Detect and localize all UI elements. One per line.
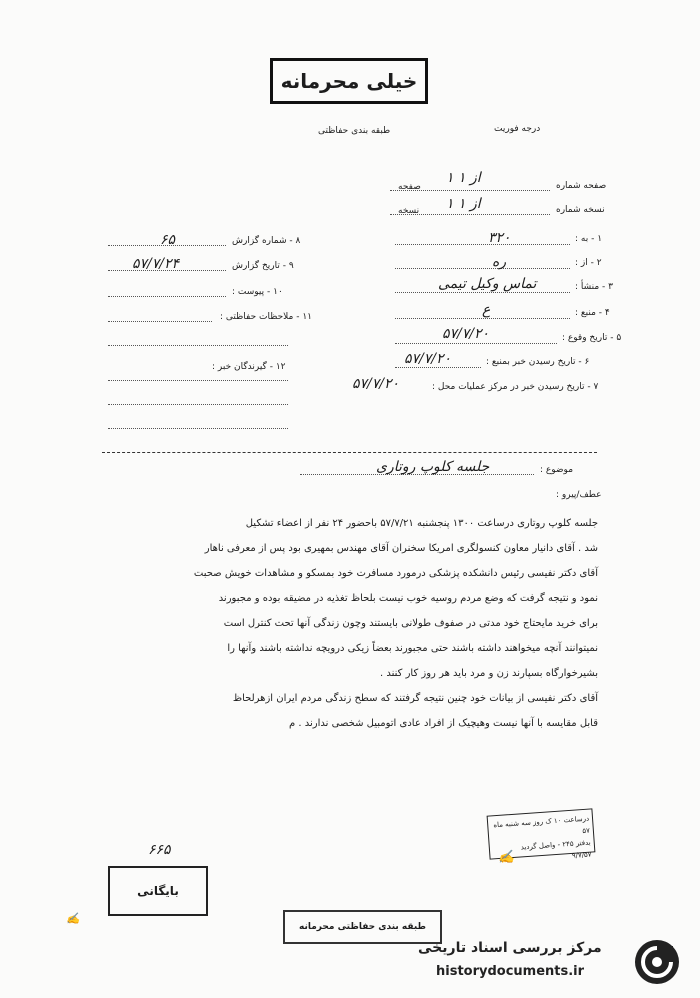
receipt-signature: ✍ bbox=[498, 850, 515, 865]
field-report-number-label: ۸ - شماره گزارش bbox=[232, 236, 301, 246]
subject-value: جلسه کلوپ روتاری bbox=[376, 459, 490, 475]
field-origin-label: ۳ - منشأ : bbox=[575, 282, 614, 292]
field-recipients-line-3 bbox=[108, 428, 288, 429]
header-divider bbox=[102, 452, 597, 453]
field-source-label: ۴ - منبع : bbox=[575, 308, 610, 318]
body-line-3: آقای دکتر نفیسی رئیس دانشکده پزشکی درمورد مسافرت خود بمسکو و مشاهدات خویش صحبت bbox=[193, 568, 598, 579]
field-from-value: ره bbox=[492, 254, 507, 270]
field-received-op-label: ۷ - تاریخ رسیدن خبر در مرکز عملیات محل : bbox=[432, 382, 599, 392]
receipt-stamp-line-3: ۹/۷/۵۷ bbox=[571, 850, 592, 860]
field-recipients-line-2 bbox=[108, 404, 288, 405]
field-received-source-value: ۵۷/۷/۲۰ bbox=[404, 351, 452, 367]
body-line-5: برای خرید مایحتاج خود مدتی در صفوف طولانی بایستند وچون زندگی آنها تحت کنترل است bbox=[223, 618, 598, 629]
field-received-source-label: ۶ - تاریخ رسیدن خبر بمنبع : bbox=[486, 357, 590, 367]
field-from-line bbox=[395, 268, 570, 269]
field-origin-line bbox=[395, 292, 570, 293]
classification-label: طبقه بندی حفاظتی bbox=[318, 126, 391, 136]
archive-stamp: بایگانی bbox=[108, 866, 208, 916]
body-line-6: نمیتوانند آنچه میخواهند داشته باشند حتی مجبورند بعضاً زیکی درویچه نداشته باشند وآنها را bbox=[227, 643, 598, 654]
field-event-date-line bbox=[395, 343, 557, 344]
copy-unit-label: نسخه bbox=[398, 206, 420, 216]
field-received-source-line bbox=[395, 367, 481, 368]
field-security-notes-label: ۱۱ - ملاحظات حفاظتی : bbox=[220, 312, 312, 322]
watermark-title: مرکز بررسی اسناد تاریخی bbox=[418, 940, 602, 956]
file-number-handwritten: ۶۶۵ bbox=[148, 842, 171, 858]
field-attachment-line bbox=[108, 296, 226, 297]
watermark-url: historydocuments.ir bbox=[436, 964, 585, 979]
field-to-line bbox=[395, 244, 570, 245]
field-report-date-label: ۹ - تاریخ گزارش bbox=[232, 261, 294, 271]
field-report-date-value: ۵۷/۷/۲۴ bbox=[132, 256, 180, 272]
field-source-line bbox=[395, 318, 570, 319]
field-attachment-label: ۱۰ - پیوست : bbox=[232, 287, 283, 297]
field-security-notes-line-2 bbox=[108, 345, 288, 346]
watermark-logo-icon bbox=[635, 940, 679, 984]
classification-stamp-bottom: طبقه بندی حفاظتی محرمانه bbox=[283, 910, 442, 944]
field-recipients-label: ۱۲ - گیرندگان خبر : bbox=[212, 362, 286, 372]
field-event-date-label: ۵ - تاریخ وقوع : bbox=[562, 333, 622, 343]
copy-number-label: نسخه شماره bbox=[556, 205, 605, 215]
classification-stamp-top: خیلی محرمانه bbox=[270, 58, 428, 104]
field-recipients-line-1 bbox=[108, 380, 288, 381]
body-line-2: شد . آقای دانیار معاون کنسولگری امریکا سخنران آقای مهندس بمهیری بود پس از معرفی ناهار bbox=[204, 543, 598, 554]
field-received-op-value: ۵۷/۷/۲۰ bbox=[352, 376, 400, 392]
field-from-label: ۲ - از : bbox=[575, 258, 602, 268]
priority-label: درجه فوریت bbox=[494, 124, 541, 134]
field-event-date-value: ۵۷/۷/۲۰ bbox=[442, 326, 490, 342]
receipt-stamp-line-2: بدفتر ۲۴۵ - واصل گردید bbox=[520, 838, 591, 852]
body-line-7: بشیرخوارگاه بسپارند زن و مرد باید هر روز کار کنند . bbox=[380, 668, 598, 679]
reference-label: عطف/پیرو : bbox=[556, 490, 602, 500]
page-number-value: ۱ از ۱ bbox=[446, 170, 481, 186]
field-to-label: ۱ - به : bbox=[575, 234, 603, 244]
copy-number-value: ۱ از ۱ bbox=[446, 196, 481, 212]
body-line-1: جلسه کلوپ روتاری درساعت ۱۳۰۰ پنجشنبه ۵۷/۷/۲۱ باحضور ۲۴ نفر از اعضاء تشکیل bbox=[245, 518, 598, 529]
field-report-number-value: ۶۵ bbox=[160, 232, 176, 248]
receipt-stamp-line-1: درساعت ۱۰ ک روز سه شنبه ماه ۵۷ bbox=[493, 814, 591, 836]
body-line-8: آقای دکتر نفیسی از بیانات خود چنین نتیجه گرفتند که سطح زندگی مردم ایران ازهرلحاظ bbox=[232, 693, 598, 704]
page-number-label: صفحه شماره bbox=[556, 181, 607, 191]
field-security-notes-line bbox=[108, 321, 212, 322]
body-line-4: نمود و نتیجه گرفت که وضع مردم روسیه خوب نیست بلحاظ تغذیه در مضیقه بوده و مجبورند bbox=[218, 593, 598, 604]
archive-handwritten-note: ✍ bbox=[66, 912, 80, 925]
body-line-9: قابل مقایسه با آنها نیست وهیچیک از افراد عادی اتومبیل شخصی ندارند . م bbox=[289, 718, 598, 729]
field-to-value: ۳۲۰ bbox=[488, 230, 511, 246]
field-source-value: ع bbox=[482, 302, 491, 318]
page-unit-label: صفحه bbox=[398, 182, 421, 192]
subject-label: موضوع : bbox=[540, 465, 574, 475]
field-origin-value: تماس وکیل تیمی bbox=[438, 276, 537, 292]
